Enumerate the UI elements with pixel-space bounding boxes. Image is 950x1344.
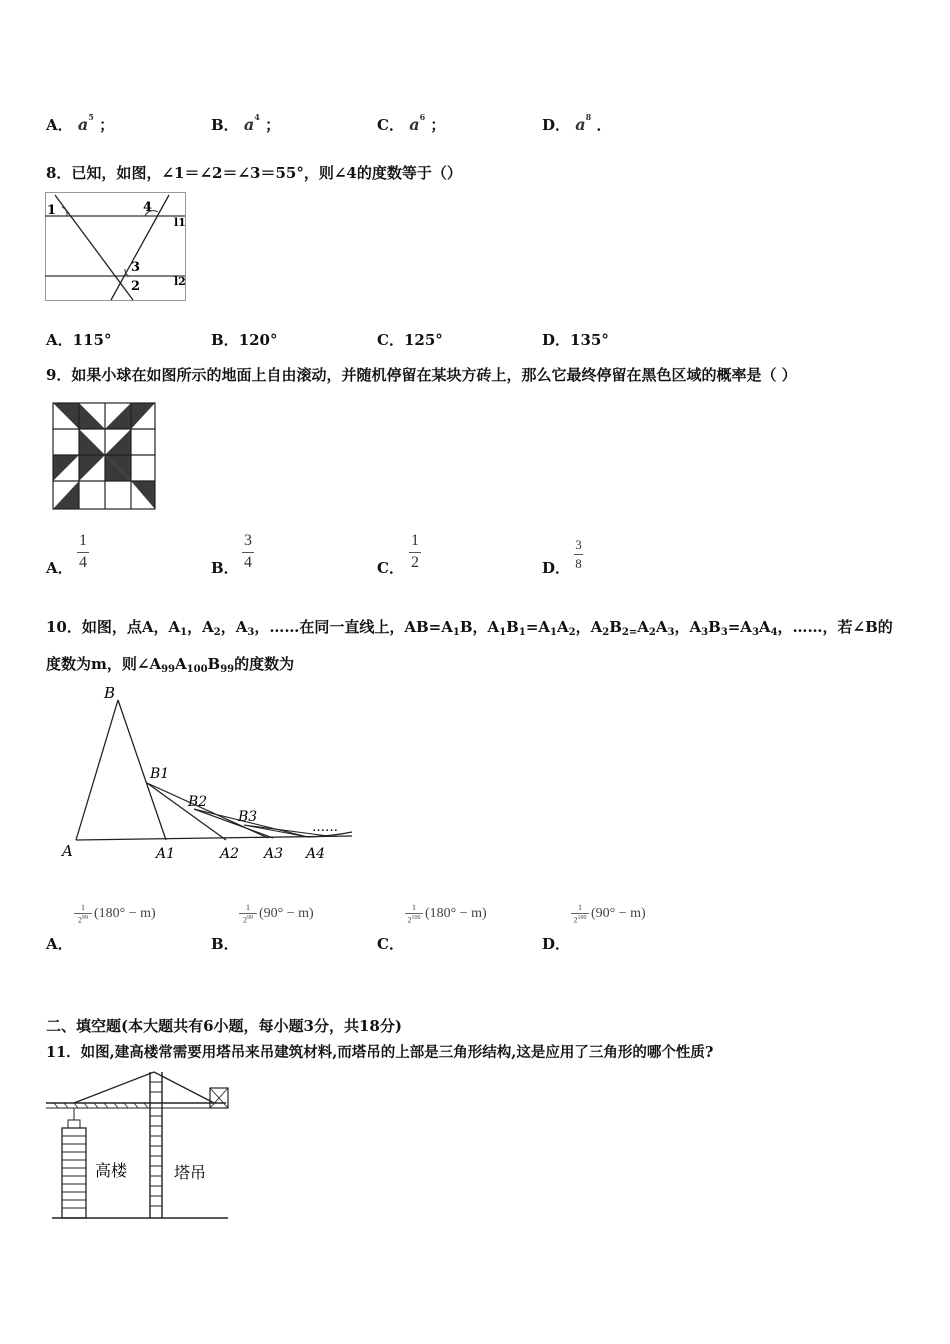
q10-option-a-expression: 1 $2^{99}$ (180° − m)	[74, 904, 156, 925]
q10-label-B2: B2	[188, 794, 208, 810]
q9-black-tri	[79, 403, 105, 429]
q11-mast-rungs	[150, 1082, 162, 1206]
q10-label-ellipsis: ……	[312, 820, 338, 835]
section-2-title: 二、填空题(本大题共有6小题，每小题3分，共18分)	[46, 1017, 402, 1035]
q7-option-b: B． $a^4$ ；	[211, 111, 281, 134]
q8-label-2: 2	[131, 279, 141, 294]
q9-black-tri	[105, 429, 131, 455]
q9-option-d-fraction: 3 8	[575, 537, 582, 571]
q10-option-b-label: B．	[211, 935, 239, 953]
q7-option-a: A． $a^5$ ；	[46, 111, 115, 134]
q11-tall-building	[62, 1128, 86, 1218]
q9-black-tri	[105, 403, 131, 429]
q7-option-d: D． $a^8$ ．	[542, 111, 612, 134]
q7-option-c: C． $a^6$ ；	[377, 111, 446, 134]
q10-label-A4: A4	[306, 846, 326, 862]
q8-label-4: 4	[143, 200, 153, 215]
q10-segment-B2A3	[194, 809, 273, 838]
q11-label-building: 高楼	[95, 1161, 128, 1180]
q8-label-l2: l2	[174, 275, 186, 288]
q10-question-line1: 10．如图，点A，$A_1$，$A_2$，$A_3$，……在同一直线上，$AB=A_1B$，$A_1B_1=A_1A_2$，$A_2B_{2=}A_2A_3$，$A_3B_3=A_3A_4$，……，若∠B的	[46, 618, 893, 638]
q10-option-c-expression: 1 $2^{100}$ (180° − m)	[405, 904, 487, 925]
q9-option-a-fraction: 1 4	[79, 532, 87, 571]
q10-segment-B1A2	[147, 783, 226, 840]
q8-label-l1: l1	[174, 216, 186, 229]
q9-option-c-fraction: 1 2	[411, 532, 419, 571]
q9-black-tri	[53, 455, 79, 481]
q9-black-tri	[53, 403, 79, 429]
q10-option-c-label: C．	[377, 935, 404, 953]
q11-tower-crane-figure	[44, 1068, 234, 1224]
q8-label-1: 1	[47, 203, 57, 218]
q7-option-d-power: $a^8$	[575, 111, 592, 134]
q10-label-A3: A3	[264, 846, 284, 862]
q10-figure	[58, 680, 358, 870]
q9-black-tri	[53, 481, 79, 509]
q9-black-regions	[53, 403, 155, 509]
q10-segment-AB	[76, 700, 118, 840]
q9-option-c-label: C．	[377, 559, 404, 577]
q10-question-line2: 度数为m，则$\angle A_{99}A_{100}B_{99}$的度数为	[46, 655, 295, 675]
q11-label-crane: 塔吊	[174, 1163, 207, 1182]
q8-figure	[45, 192, 187, 302]
q9-black-tri	[131, 481, 155, 509]
q10-label-A1: A1	[156, 846, 176, 862]
q9-black-tri	[79, 429, 105, 455]
q9-black-tri	[131, 403, 155, 429]
q10-label-A2: A2	[220, 846, 240, 862]
q9-option-b-fraction: 3 4	[244, 532, 252, 571]
q9-option-b-label: B．	[211, 559, 239, 577]
q9-option-a-label: A．	[46, 559, 73, 577]
q10-label-A: A	[62, 842, 73, 860]
q8-question-text: 8．已知，如图，∠1＝∠2＝∠3＝55°，则∠4的度数等于（）	[46, 164, 462, 182]
q10-label-B1: B1	[150, 766, 170, 782]
q10-label-B: B	[104, 684, 116, 702]
q8-option-d: D．135°	[542, 331, 609, 349]
q9-option-d-label: D．	[542, 559, 571, 577]
q11-crane-cable-right	[154, 1072, 214, 1103]
q8-option-a: A．115°	[46, 331, 112, 349]
q10-option-d-expression: 1 $2^{100}$ (90° − m)	[571, 904, 646, 925]
q8-option-b: B．120°	[211, 331, 278, 349]
q10-option-b-expression: 1 $2^{99}$ (90° − m)	[239, 904, 314, 925]
q11-crane-cable-left	[74, 1072, 154, 1103]
q11-hook-load	[68, 1120, 80, 1128]
q9-question-text: 9．如果小球在如图所示的地面上自由滚动，并随机停留在某块方砖上，那么它最终停留在黑色区域的概率是（ ）	[46, 366, 797, 384]
q7-option-c-power: $a^6$	[409, 111, 426, 134]
q10-option-a-label: A．	[46, 935, 73, 953]
q9-black-tri	[79, 455, 105, 481]
q8-label-3: 3	[131, 260, 141, 275]
q11-question-text: 11．如图,建高楼常需要用塔吊来吊建筑材料,而塔吊的上部是三角形结构,这是应用了三角形的哪个性质?	[46, 1044, 714, 1061]
q11-building-floors	[62, 1136, 86, 1208]
q8-option-c: C．125°	[377, 331, 443, 349]
q8-angle-arc-1	[62, 207, 67, 216]
q8-figure-frame	[46, 193, 186, 301]
q10-option-d-label: D．	[542, 935, 571, 953]
q7-option-a-power: $a^5$	[77, 111, 94, 134]
q10-label-B3: B3	[238, 809, 258, 825]
q9-tile-grid-figure	[50, 400, 158, 512]
q7-option-b-power: $a^4$	[243, 111, 260, 134]
